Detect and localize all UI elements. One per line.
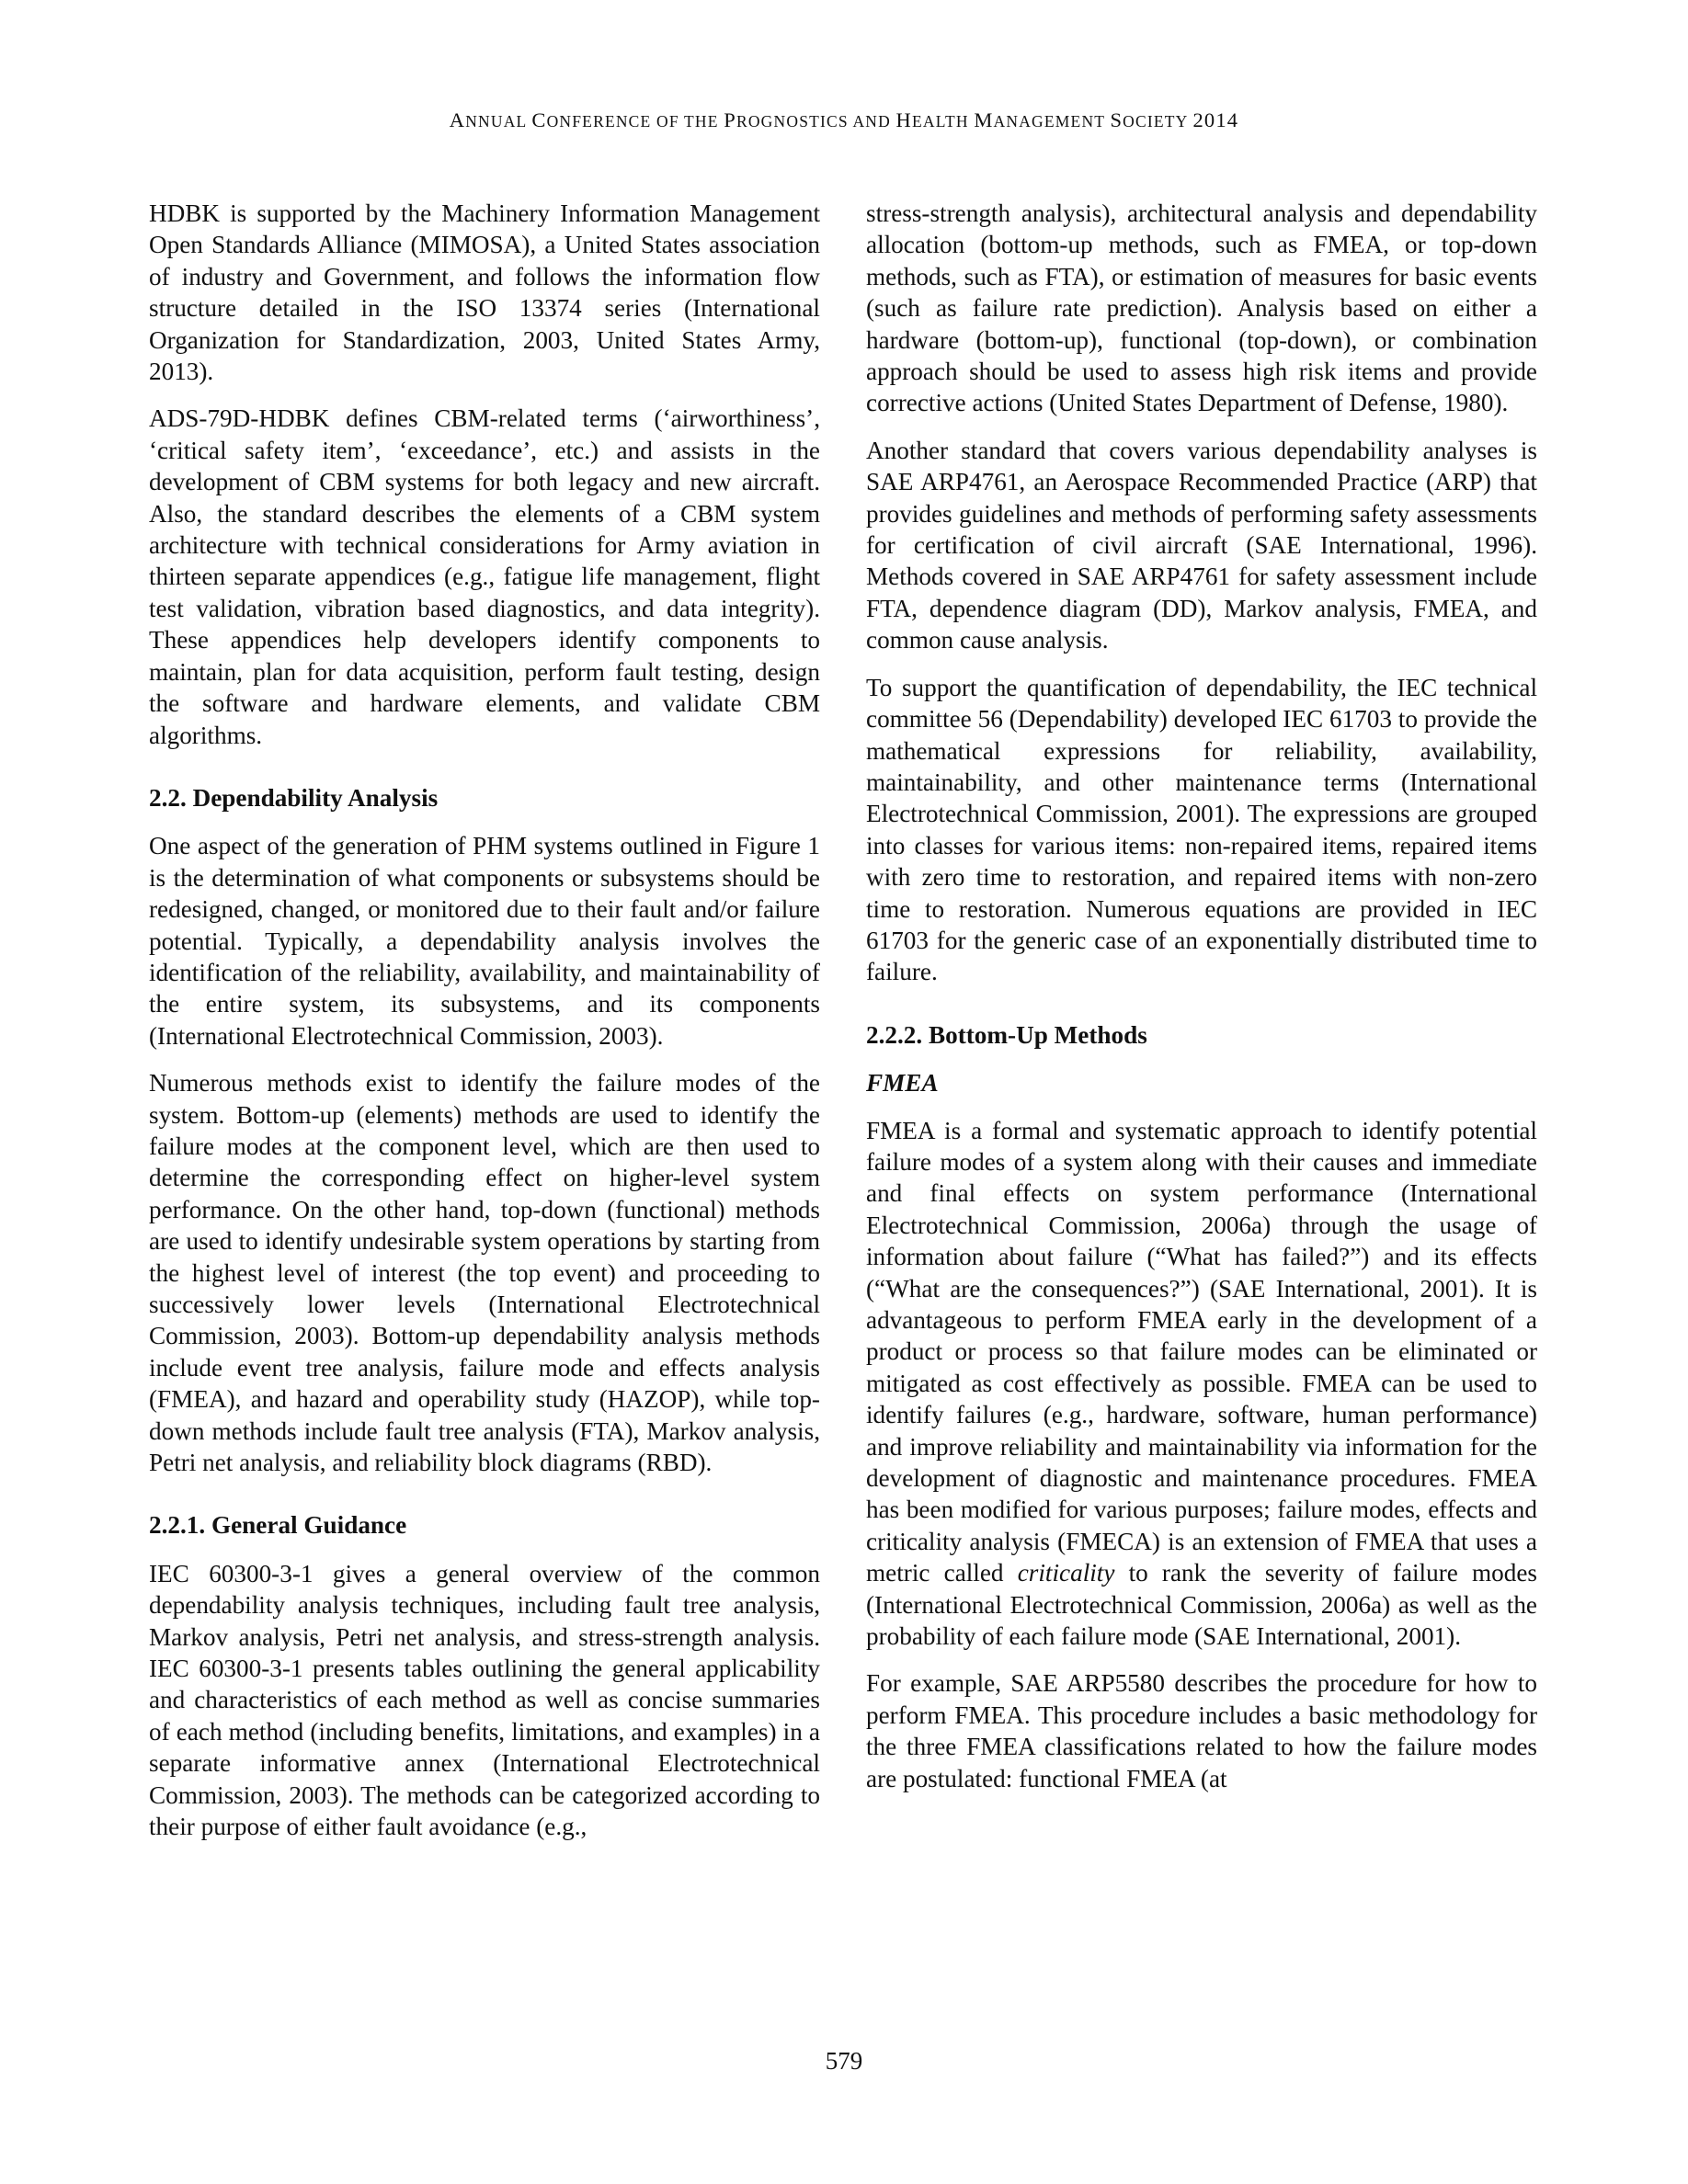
paragraph (866, 1115, 1537, 1653)
paragraph: One aspect of the generation of PHM systems outlined in Figure 1 is the determination of what components or subsystems should be redesigned, changed, or monitored due to their fault and/or failure potential. Typically, a dependability analysis involves the identification of the reliability, availability, and maintainability of the entire system, its subsystems, and its components (International Electrotechnical Commission, 2003). (149, 832, 820, 1050)
paragraph: HDBK is supported by the Machinery Information Management Open Standards Alliance (MIMOSA), a United States association of industry and Government, and follows the information flow structure detailed in the ISO 13374 series (International Organization for Standardization, 2003, United States Army, 2013). (149, 199, 820, 386)
paragraph-heading: FMEA (866, 1069, 939, 1098)
emphasized-term: criticality (1017, 1559, 1115, 1587)
subsection-heading: 2.2.2. Bottom-Up Methods (866, 1020, 1147, 1049)
text-run: FMEA is a formal and systematic approach to identify potential failure modes of a system along with their causes and immediate and final effects on system performance (International Electrotechnical Commission, 2006a) through the usage of information about failure (“What has failed?”) and its effects (“What are the consequences?”) (SAE International, 2001). It is advantageous to perform FMEA early in the development of a product or process so that failure modes can be eliminated or mitigated as cost effectively as possible. FMEA can be used to identify failures (e.g., hardware, software, human performance) and improve reliability and maintainability via information for the development of diagnostic and maintenance procedures. FMEA has been modified for various purposes; failure modes, effects and criticality analysis (FMECA) is an extension of FMEA that uses a metric called (866, 1116, 1537, 1587)
header-initial: H (895, 108, 912, 131)
header-year: 2014 (1192, 108, 1239, 131)
page-number: 579 (825, 2047, 863, 2075)
paragraph: For example, SAE ARP5580 describes the procedure for how to perform FMEA. This procedure includes a basic methodology for the three FMEA classifications related to how the failure modes are postulated: functional FMEA (at (866, 1669, 1537, 1792)
header-word: ANAGEMENT (993, 112, 1111, 131)
right-column (866, 198, 1537, 1810)
section-heading: 2.2. Dependability Analysis (149, 783, 439, 812)
header-word: ONFERENCE OF THE (546, 112, 724, 131)
running-header (0, 108, 1688, 132)
paragraph: ADS-79D-HDBK defines CBM-related terms (‘airworthiness’, ‘critical safety item’, ‘exceedance’, etc.) and assists in the development of CBM systems for both legacy and new aircraft. Also, the standard describes the elements of a CBM system architecture with technical considerations for Army aviation in thirteen separate appendices (e.g., fatigue life management, flight test validation, vibration based diagnostics, and data integrity). These appendices help developers identify components to maintain, plan for data acquisition, perform fault testing, design the software and hardware elements, and validate CBM algorithms. (149, 404, 820, 749)
header-initial: C (531, 108, 547, 131)
text-run: to rank the severity of failure modes (International Electrotechnical Commission, 2006a) as well as the probability of each failure mode (SAE International, 2001). (866, 1559, 1537, 1651)
header-word: OCIETY (1123, 112, 1193, 131)
paragraph: To support the quantification of dependability, the IEC technical committee 56 (Dependability) developed IEC 61703 to provide the mathematical expressions for reliability, availability, maintainability, and other maintenance terms (International Electrotechnical Commission, 2001). The expressions are grouped into classes for various items: non-repaired items, repaired items with zero time to restoration, and repaired items with non-zero time to restoration. Numerous equations are provided in IEC 61703 for the generic case of an exponentially distributed time to failure. (866, 673, 1537, 986)
header-initial: P (724, 108, 736, 131)
subsection-heading: 2.2.1. General Guidance (149, 1511, 407, 1540)
header-word: ROGNOSTICS AND (736, 112, 896, 131)
header-word: EALTH (912, 112, 975, 131)
header-word: NNUAL (465, 112, 532, 131)
header-initial: M (974, 108, 994, 131)
paragraph: stress-strength analysis), architectural analysis and dependability allocation (bottom-up methods, such as FMEA, or top-down methods, such as FTA), or estimation of measures for basic events (such as failure rate prediction). Analysis based on either a hardware (bottom-up), functional (top-down), or combination approach should be used to assess high risk items and provide corrective actions (United States Department of Defense, 1980). (866, 199, 1537, 417)
header-initial: S (1110, 108, 1123, 131)
left-column (149, 198, 820, 1859)
header-initial: A (449, 108, 466, 131)
paragraph: IEC 60300-3-1 gives a general overview of the common dependability analysis techniques, including fault tree analysis, Markov analysis, Petri net analysis, and stress-strength analysis. IEC 60300-3-1 presents tables outlining the general applicability and characteristics of each method as well as concise summaries of each method (including benefits, limitations, and examples) in a separate informative annex (International Electrotechnical Commission, 2003). The methods can be categorized according to their purpose of either fault avoidance (e.g., (149, 1559, 820, 1841)
paragraph: Numerous methods exist to identify the failure modes of the system. Bottom-up (elements) methods are used to identify the failure modes at the component level, which are then used to determine the corresponding effect on higher-level system performance. On the other hand, top-down (functional) methods are used to identify undesirable system operations by starting from the highest level of interest (the top event) and proceeding to successively lower levels (International Electrotechnical Commission, 2003). Bottom-up dependability analysis methods include event tree analysis, failure mode and effects analysis (FMEA), and hazard and operability study (HAZOP), while top-down methods include fault tree analysis (FTA), Markov analysis, Petri net analysis, and reliability block diagrams (RBD). (149, 1069, 820, 1477)
paragraph: Another standard that covers various dependability analyses is SAE ARP4761, an Aerospace Recommended Practice (ARP) that provides guidelines and methods of performing safety assessments for certification of civil aircraft (SAE International, 1996). Methods covered in SAE ARP4761 for safety assessment include FTA, dependence diagram (DD), Markov analysis, FMEA, and common cause analysis. (866, 436, 1537, 654)
